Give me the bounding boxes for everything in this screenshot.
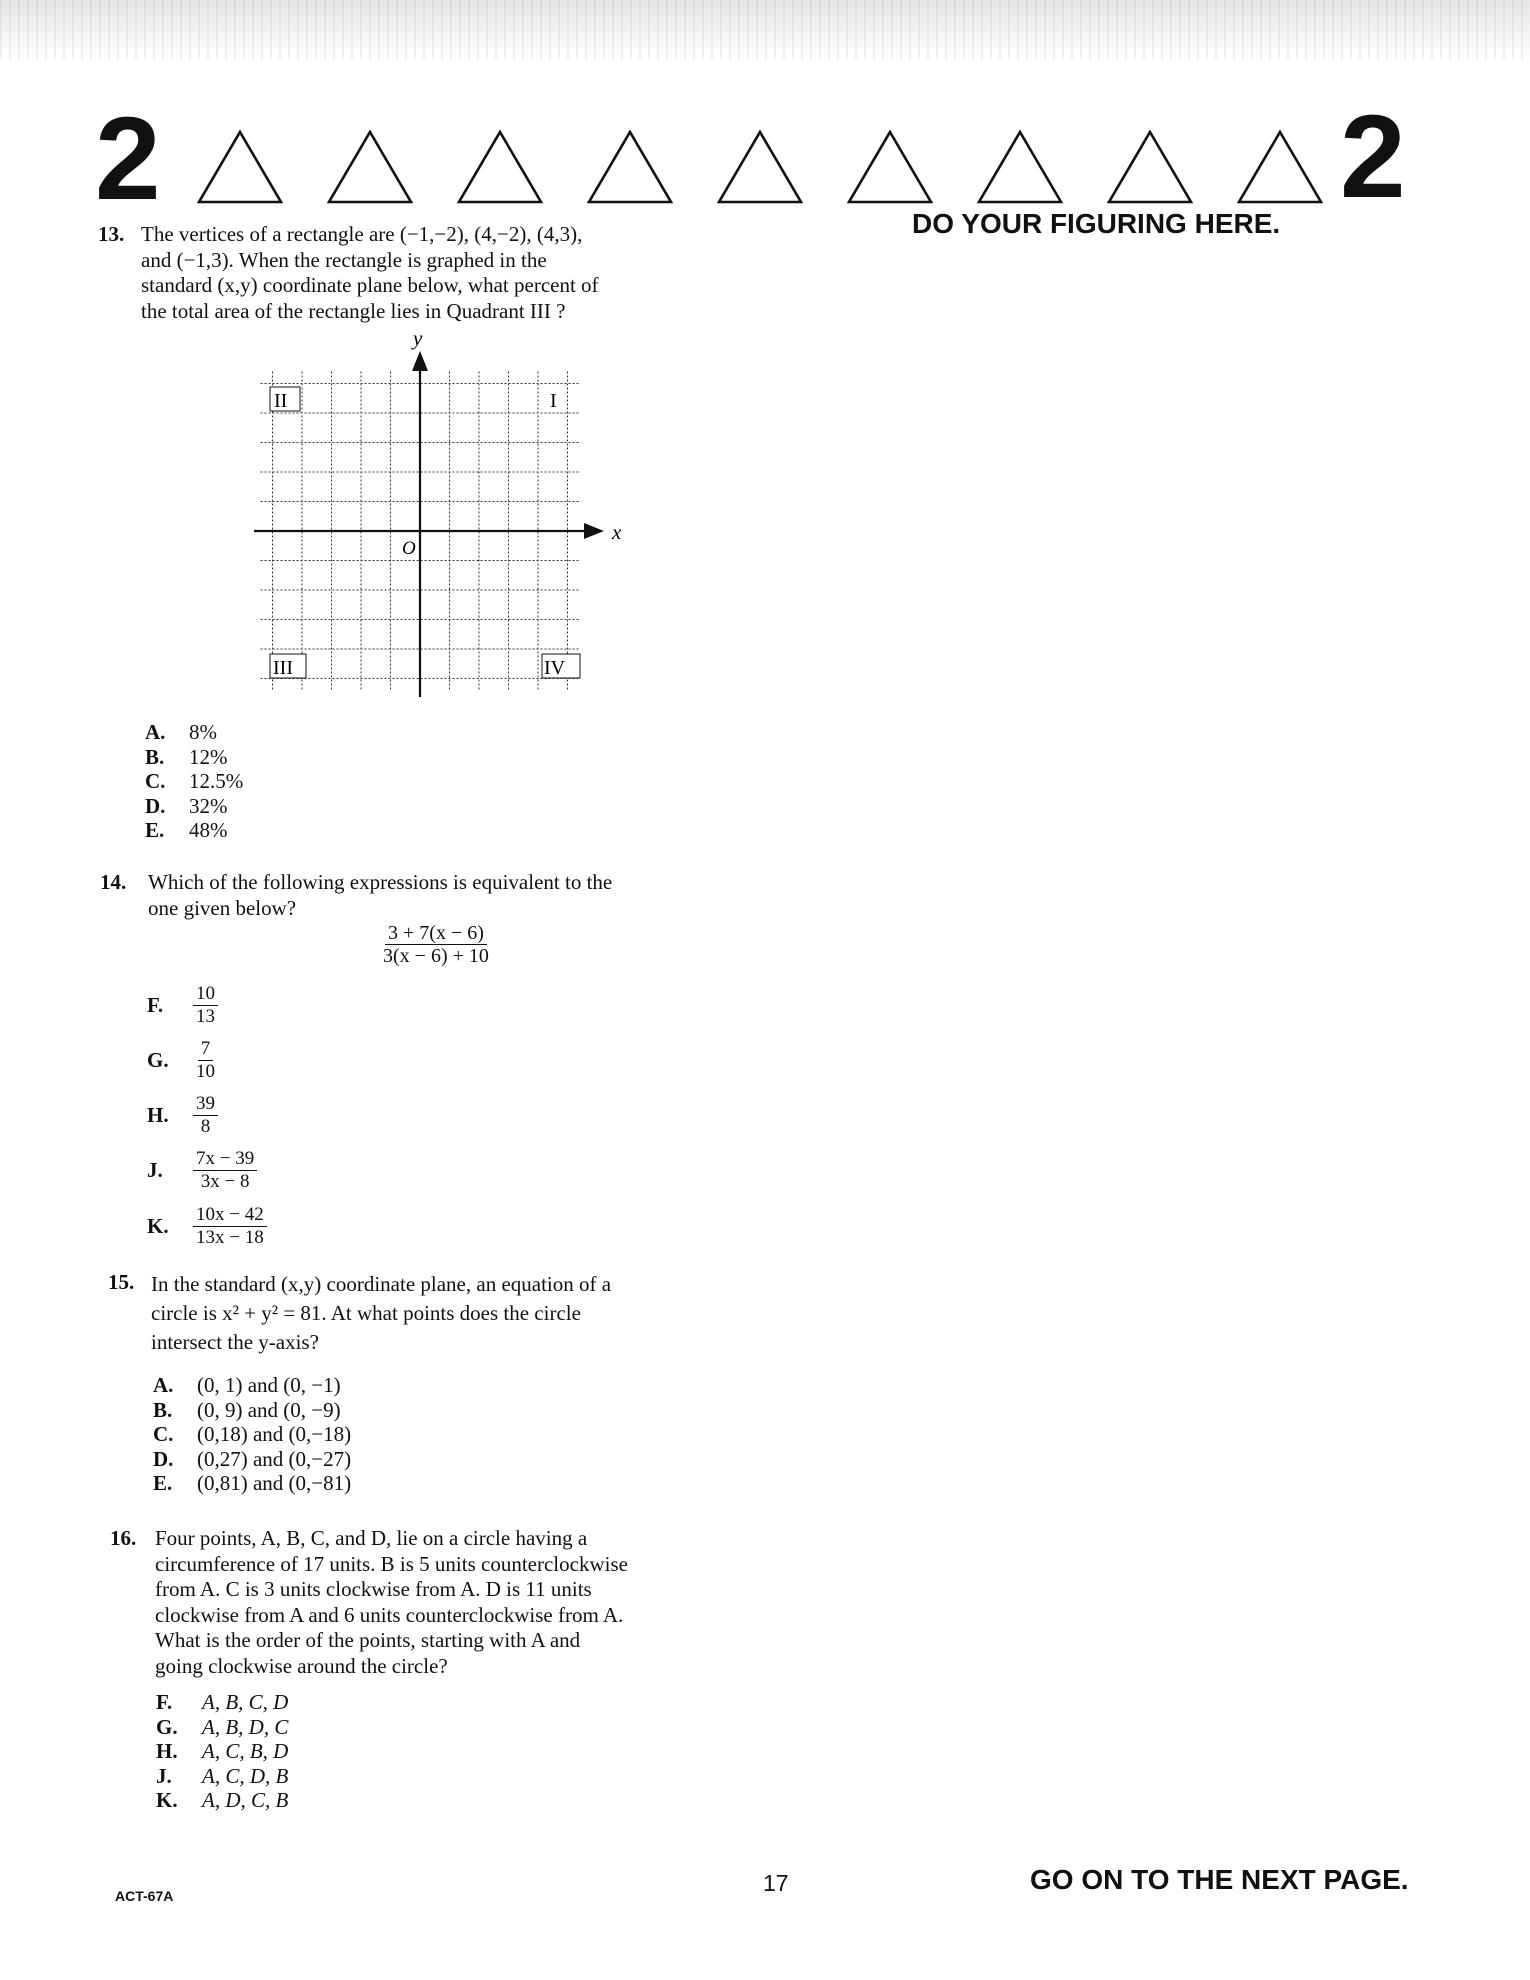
choice-label: B. bbox=[145, 744, 165, 769]
choice-denominator: 13 bbox=[196, 1006, 215, 1027]
choice-numerator: 10x − 42 bbox=[193, 1204, 267, 1227]
choice-text: (0,81) and (0,−81) bbox=[197, 1471, 352, 1495]
choice-text: 12.5% bbox=[189, 769, 244, 793]
answer-choice[interactable] bbox=[147, 1038, 218, 1083]
choice-label: K. bbox=[147, 1214, 169, 1238]
header-triangle bbox=[975, 128, 1065, 206]
answer-choice[interactable] bbox=[153, 1447, 351, 1472]
choice-text: 32% bbox=[189, 793, 228, 818]
answer-choice[interactable] bbox=[145, 769, 243, 794]
choice-text: A, B, D, C bbox=[202, 1714, 289, 1739]
question-line: Which of the following expressions is equivalent to the bbox=[148, 870, 613, 894]
section-number-left: 2 bbox=[95, 93, 161, 225]
question-line: Four points, A, B, C, and D, lie on a circle having a bbox=[155, 1526, 588, 1550]
answer-choice[interactable] bbox=[147, 1093, 218, 1138]
triangle-outline bbox=[1109, 132, 1191, 202]
answer-choice[interactable] bbox=[147, 1204, 267, 1249]
choice-numerator: 10 bbox=[193, 983, 218, 1006]
answer-choice[interactable] bbox=[145, 720, 243, 745]
answer-choice[interactable] bbox=[145, 745, 243, 770]
choice-label: F. bbox=[156, 1690, 173, 1714]
question-line: going clockwise around the circle? bbox=[155, 1653, 448, 1678]
choice-text: (0,27) and (0,−27) bbox=[197, 1446, 352, 1471]
choice-label: G. bbox=[147, 1048, 169, 1072]
header-triangle bbox=[1105, 128, 1195, 206]
question-line: intersect the y-axis? bbox=[151, 1330, 319, 1354]
choice-text: A, C, B, D bbox=[202, 1739, 289, 1763]
answer-choice[interactable] bbox=[147, 1148, 257, 1193]
header-triangle bbox=[455, 128, 545, 206]
answer-choice[interactable] bbox=[145, 818, 243, 843]
choice-label: A. bbox=[145, 720, 166, 744]
choice-label: E. bbox=[153, 1471, 173, 1495]
quadrant-label-i: I bbox=[550, 390, 557, 412]
triangle-outline bbox=[719, 132, 801, 202]
choice-label: J. bbox=[147, 1158, 163, 1182]
question-line: clockwise from A and 6 units counterclockwise from A. bbox=[155, 1602, 624, 1627]
triangle-outline bbox=[979, 132, 1061, 202]
question-number: 15. bbox=[108, 1270, 135, 1294]
question-number: 13. bbox=[98, 222, 125, 246]
choice-denominator: 13x − 18 bbox=[196, 1227, 264, 1248]
choice-label: A. bbox=[153, 1373, 174, 1397]
choice-text: A, B, C, D bbox=[202, 1690, 289, 1714]
header-triangle bbox=[845, 128, 935, 206]
choice-text: A, D, C, B bbox=[202, 1788, 289, 1812]
choice-text: (0,18) and (0,−18) bbox=[197, 1422, 352, 1446]
section-number-right: 2 bbox=[1340, 91, 1406, 223]
coordinate-grid bbox=[250, 325, 630, 710]
choice-label: C. bbox=[153, 1422, 174, 1446]
header-triangle bbox=[715, 128, 805, 206]
choice-denominator: 10 bbox=[196, 1061, 215, 1082]
triangle-outline bbox=[849, 132, 931, 202]
choice-text: 48% bbox=[189, 818, 228, 842]
triangle-outline bbox=[1239, 132, 1321, 202]
answer-choice[interactable] bbox=[153, 1398, 351, 1423]
triangle-row bbox=[195, 128, 1325, 208]
choice-text: (0, 9) and (0, −9) bbox=[197, 1397, 341, 1422]
y-axis-arrow bbox=[412, 351, 428, 371]
origin-label: O bbox=[402, 538, 416, 559]
question-line: the total area of the rectangle lies in Quadrant III ? bbox=[141, 298, 566, 323]
choice-text: 8% bbox=[189, 720, 217, 744]
question-line: and (−1,3). When the rectangle is graphed in the bbox=[141, 247, 547, 272]
question-text bbox=[148, 870, 748, 921]
choices-13 bbox=[145, 720, 243, 843]
choice-numerator: 7 bbox=[198, 1038, 214, 1061]
triangle-outline bbox=[329, 132, 411, 202]
choice-denominator: 8 bbox=[200, 1116, 211, 1137]
given-expression bbox=[380, 922, 492, 967]
choice-label: J. bbox=[156, 1763, 172, 1788]
choice-numerator: 7x − 39 bbox=[193, 1148, 257, 1171]
x-axis-arrow bbox=[584, 523, 604, 539]
choice-label: F. bbox=[147, 993, 164, 1017]
question-number: 16. bbox=[110, 1526, 137, 1550]
answer-choice[interactable] bbox=[156, 1788, 288, 1813]
header-triangle bbox=[195, 128, 285, 206]
answer-choice[interactable] bbox=[147, 983, 218, 1028]
question-line: The vertices of a rectangle are (−1,−2), (4,−2), (4,3), bbox=[141, 222, 583, 246]
x-axis-label: x bbox=[612, 520, 622, 544]
figuring-label: DO YOUR FIGURING HERE. bbox=[912, 208, 1281, 239]
choice-numerator: 39 bbox=[193, 1093, 218, 1116]
choice-label: D. bbox=[145, 793, 166, 818]
answer-choice[interactable] bbox=[153, 1471, 351, 1496]
form-code: ACT-67A bbox=[115, 1888, 174, 1904]
expression-numerator: 3 + 7(x − 6) bbox=[385, 922, 487, 945]
question-line: In the standard (x,y) coordinate plane, an equation of a bbox=[151, 1272, 612, 1296]
choices-16 bbox=[156, 1690, 288, 1813]
question-line: circle is x² + y² = 81. At what points does the circle bbox=[151, 1301, 581, 1325]
choice-label: D. bbox=[153, 1446, 174, 1471]
choice-label: B. bbox=[153, 1397, 173, 1422]
answer-choice[interactable] bbox=[156, 1764, 288, 1789]
question-text bbox=[155, 1526, 755, 1679]
choice-text: A, C, D, B bbox=[202, 1763, 289, 1788]
choice-label: K. bbox=[156, 1788, 178, 1812]
choice-label: C. bbox=[145, 769, 166, 793]
answer-choice[interactable] bbox=[156, 1690, 288, 1715]
question-text bbox=[141, 222, 741, 324]
answer-choice[interactable] bbox=[156, 1739, 288, 1764]
question-text bbox=[151, 1270, 751, 1357]
triangle-outline bbox=[459, 132, 541, 202]
answer-choice[interactable] bbox=[153, 1422, 351, 1447]
y-axis-label: y bbox=[413, 326, 423, 350]
choice-label: H. bbox=[156, 1739, 178, 1763]
triangle-outline bbox=[589, 132, 671, 202]
choice-text: 12% bbox=[189, 744, 228, 769]
choice-label: H. bbox=[147, 1103, 169, 1127]
next-page-notice: GO ON TO THE NEXT PAGE. bbox=[1030, 1864, 1409, 1895]
header-triangle bbox=[325, 128, 415, 206]
question-line: one given below? bbox=[148, 895, 297, 920]
question-line: circumference of 17 units. B is 5 units counterclockwise bbox=[155, 1551, 628, 1576]
question-number: 14. bbox=[100, 870, 127, 894]
expression-denominator: 3(x − 6) + 10 bbox=[383, 945, 489, 967]
scan-noise-band bbox=[0, 0, 1530, 60]
quadrant-label-iv: IV bbox=[544, 657, 566, 679]
choice-denominator: 3x − 8 bbox=[200, 1171, 250, 1192]
question-line: from A. C is 3 units clockwise from A. D is 11 units bbox=[155, 1577, 592, 1601]
header-triangle bbox=[1235, 128, 1325, 206]
question-line: What is the order of the points, starting with A and bbox=[155, 1628, 581, 1652]
answer-choice[interactable] bbox=[145, 794, 243, 819]
quadrant-label-iii: III bbox=[273, 657, 293, 679]
answer-choice[interactable] bbox=[153, 1373, 351, 1398]
page-number: 17 bbox=[763, 1870, 789, 1896]
question-line: standard (x,y) coordinate plane below, what percent of bbox=[141, 273, 599, 297]
quadrant-label-ii: II bbox=[274, 390, 288, 412]
triangle-outline bbox=[199, 132, 281, 202]
choice-text: (0, 1) and (0, −1) bbox=[197, 1373, 341, 1397]
answer-choice[interactable] bbox=[156, 1715, 288, 1740]
choice-label: G. bbox=[156, 1714, 178, 1739]
choices-15 bbox=[153, 1373, 351, 1496]
choice-label: E. bbox=[145, 818, 165, 842]
header-triangle bbox=[585, 128, 675, 206]
